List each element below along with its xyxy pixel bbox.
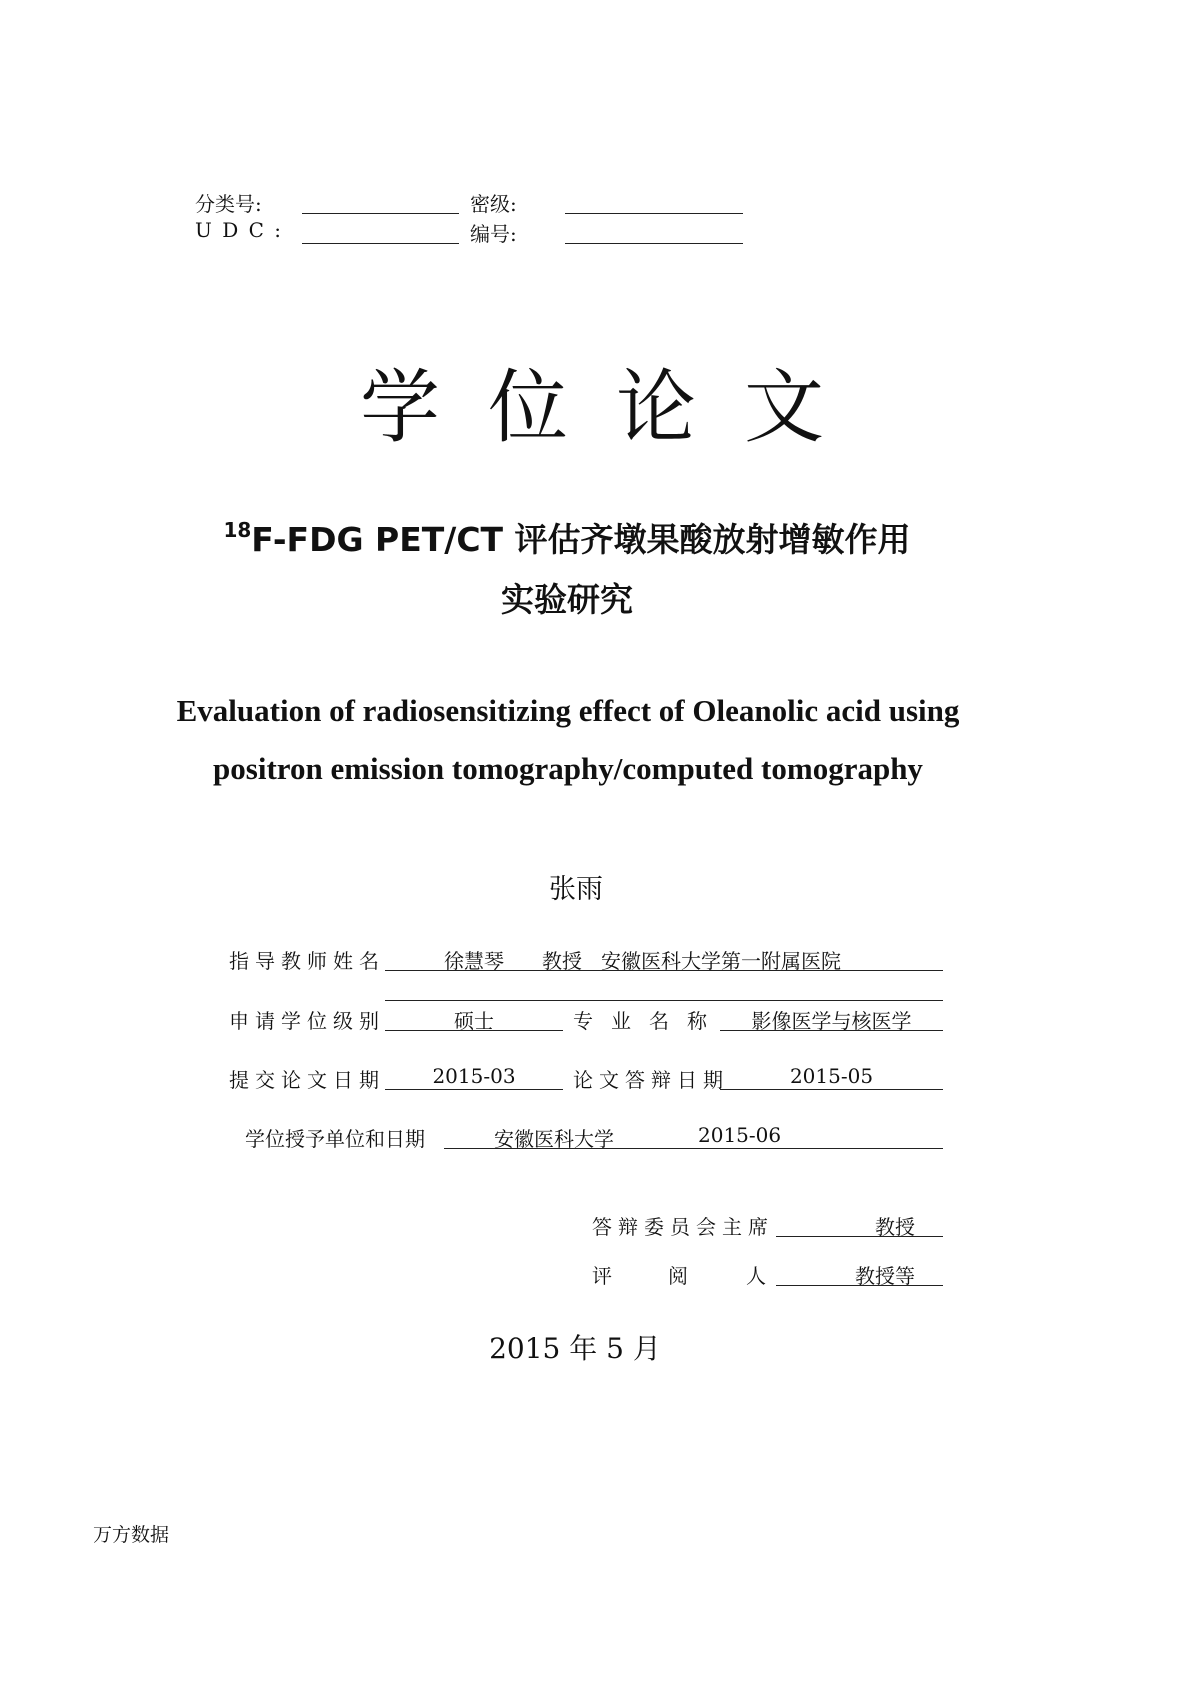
watermark: 万方数据 (93, 1524, 170, 1546)
reviewer-underline (776, 1285, 943, 1286)
cn-title-line1 (0, 514, 1134, 561)
grant-unit: 安徽医科大学 (494, 1127, 614, 1151)
thesis-date: 2015 年 5 月 (489, 1332, 661, 1365)
reviewer-label-2: 阅 (668, 1264, 688, 1288)
submit-date-value: 2015-03 (432, 1064, 516, 1088)
degree-label: 申请学位级别 (229, 1009, 385, 1033)
advisor-unit: 安徽医科大学第一附属医院 (601, 949, 841, 973)
reviewer-label-1: 评 (592, 1264, 612, 1288)
defense-date-label: 论文答辩日期 (573, 1068, 729, 1092)
committee-chair-value: 教授 (875, 1215, 915, 1239)
major-underline (720, 1030, 943, 1031)
main-title: 学位论文 (360, 361, 872, 454)
cn-title-text: F-FDG PET/CT 评估齐墩果酸放射增敏作用 (251, 520, 911, 559)
serial-field (565, 243, 743, 244)
committee-chair-label: 答辩委员会主席 (592, 1215, 774, 1239)
degree-value: 硕士 (454, 1009, 494, 1033)
advisor-underline (385, 970, 943, 971)
degree-underline (385, 1030, 563, 1031)
classification-label: 分类号: (195, 192, 262, 216)
advisor-label: 指导教师姓名 (229, 949, 385, 973)
committee-chair-underline (776, 1236, 943, 1237)
advisor-underline-2 (385, 1000, 943, 1001)
cn-title-line2: 实验研究 (501, 580, 633, 619)
defense-date-underline (720, 1089, 943, 1090)
submit-date-label: 提交论文日期 (229, 1068, 385, 1092)
advisor-title: 教授 (542, 949, 582, 973)
grant-label: 学位授予单位和日期 (245, 1127, 425, 1151)
classification-field (302, 213, 459, 214)
advisor-name: 徐慧琴 (444, 949, 504, 973)
cn-title-superscript: 18 (223, 518, 252, 542)
secret-field (565, 213, 743, 214)
author-name: 张雨 (549, 874, 603, 905)
secret-label: 密级: (470, 192, 517, 216)
grant-date: 2015-06 (698, 1123, 782, 1147)
grant-underline (444, 1148, 943, 1149)
en-title-line1: Evaluation of radiosensitizing effect of Oleanolic acid using (176, 693, 960, 728)
en-title-line2: positron emission tomography/computed tomography (213, 751, 923, 786)
defense-date-value: 2015-05 (789, 1064, 874, 1088)
reviewer-label-3: 人 (746, 1264, 766, 1288)
udc-field (302, 243, 459, 244)
submit-date-underline (385, 1089, 563, 1090)
reviewer-value: 教授等 (855, 1264, 915, 1288)
udc-label: U D C : (195, 218, 284, 242)
serial-label: 编号: (470, 222, 517, 246)
major-label: 专业名称 (573, 1009, 725, 1033)
major-value: 影像医学与核医学 (751, 1009, 912, 1033)
